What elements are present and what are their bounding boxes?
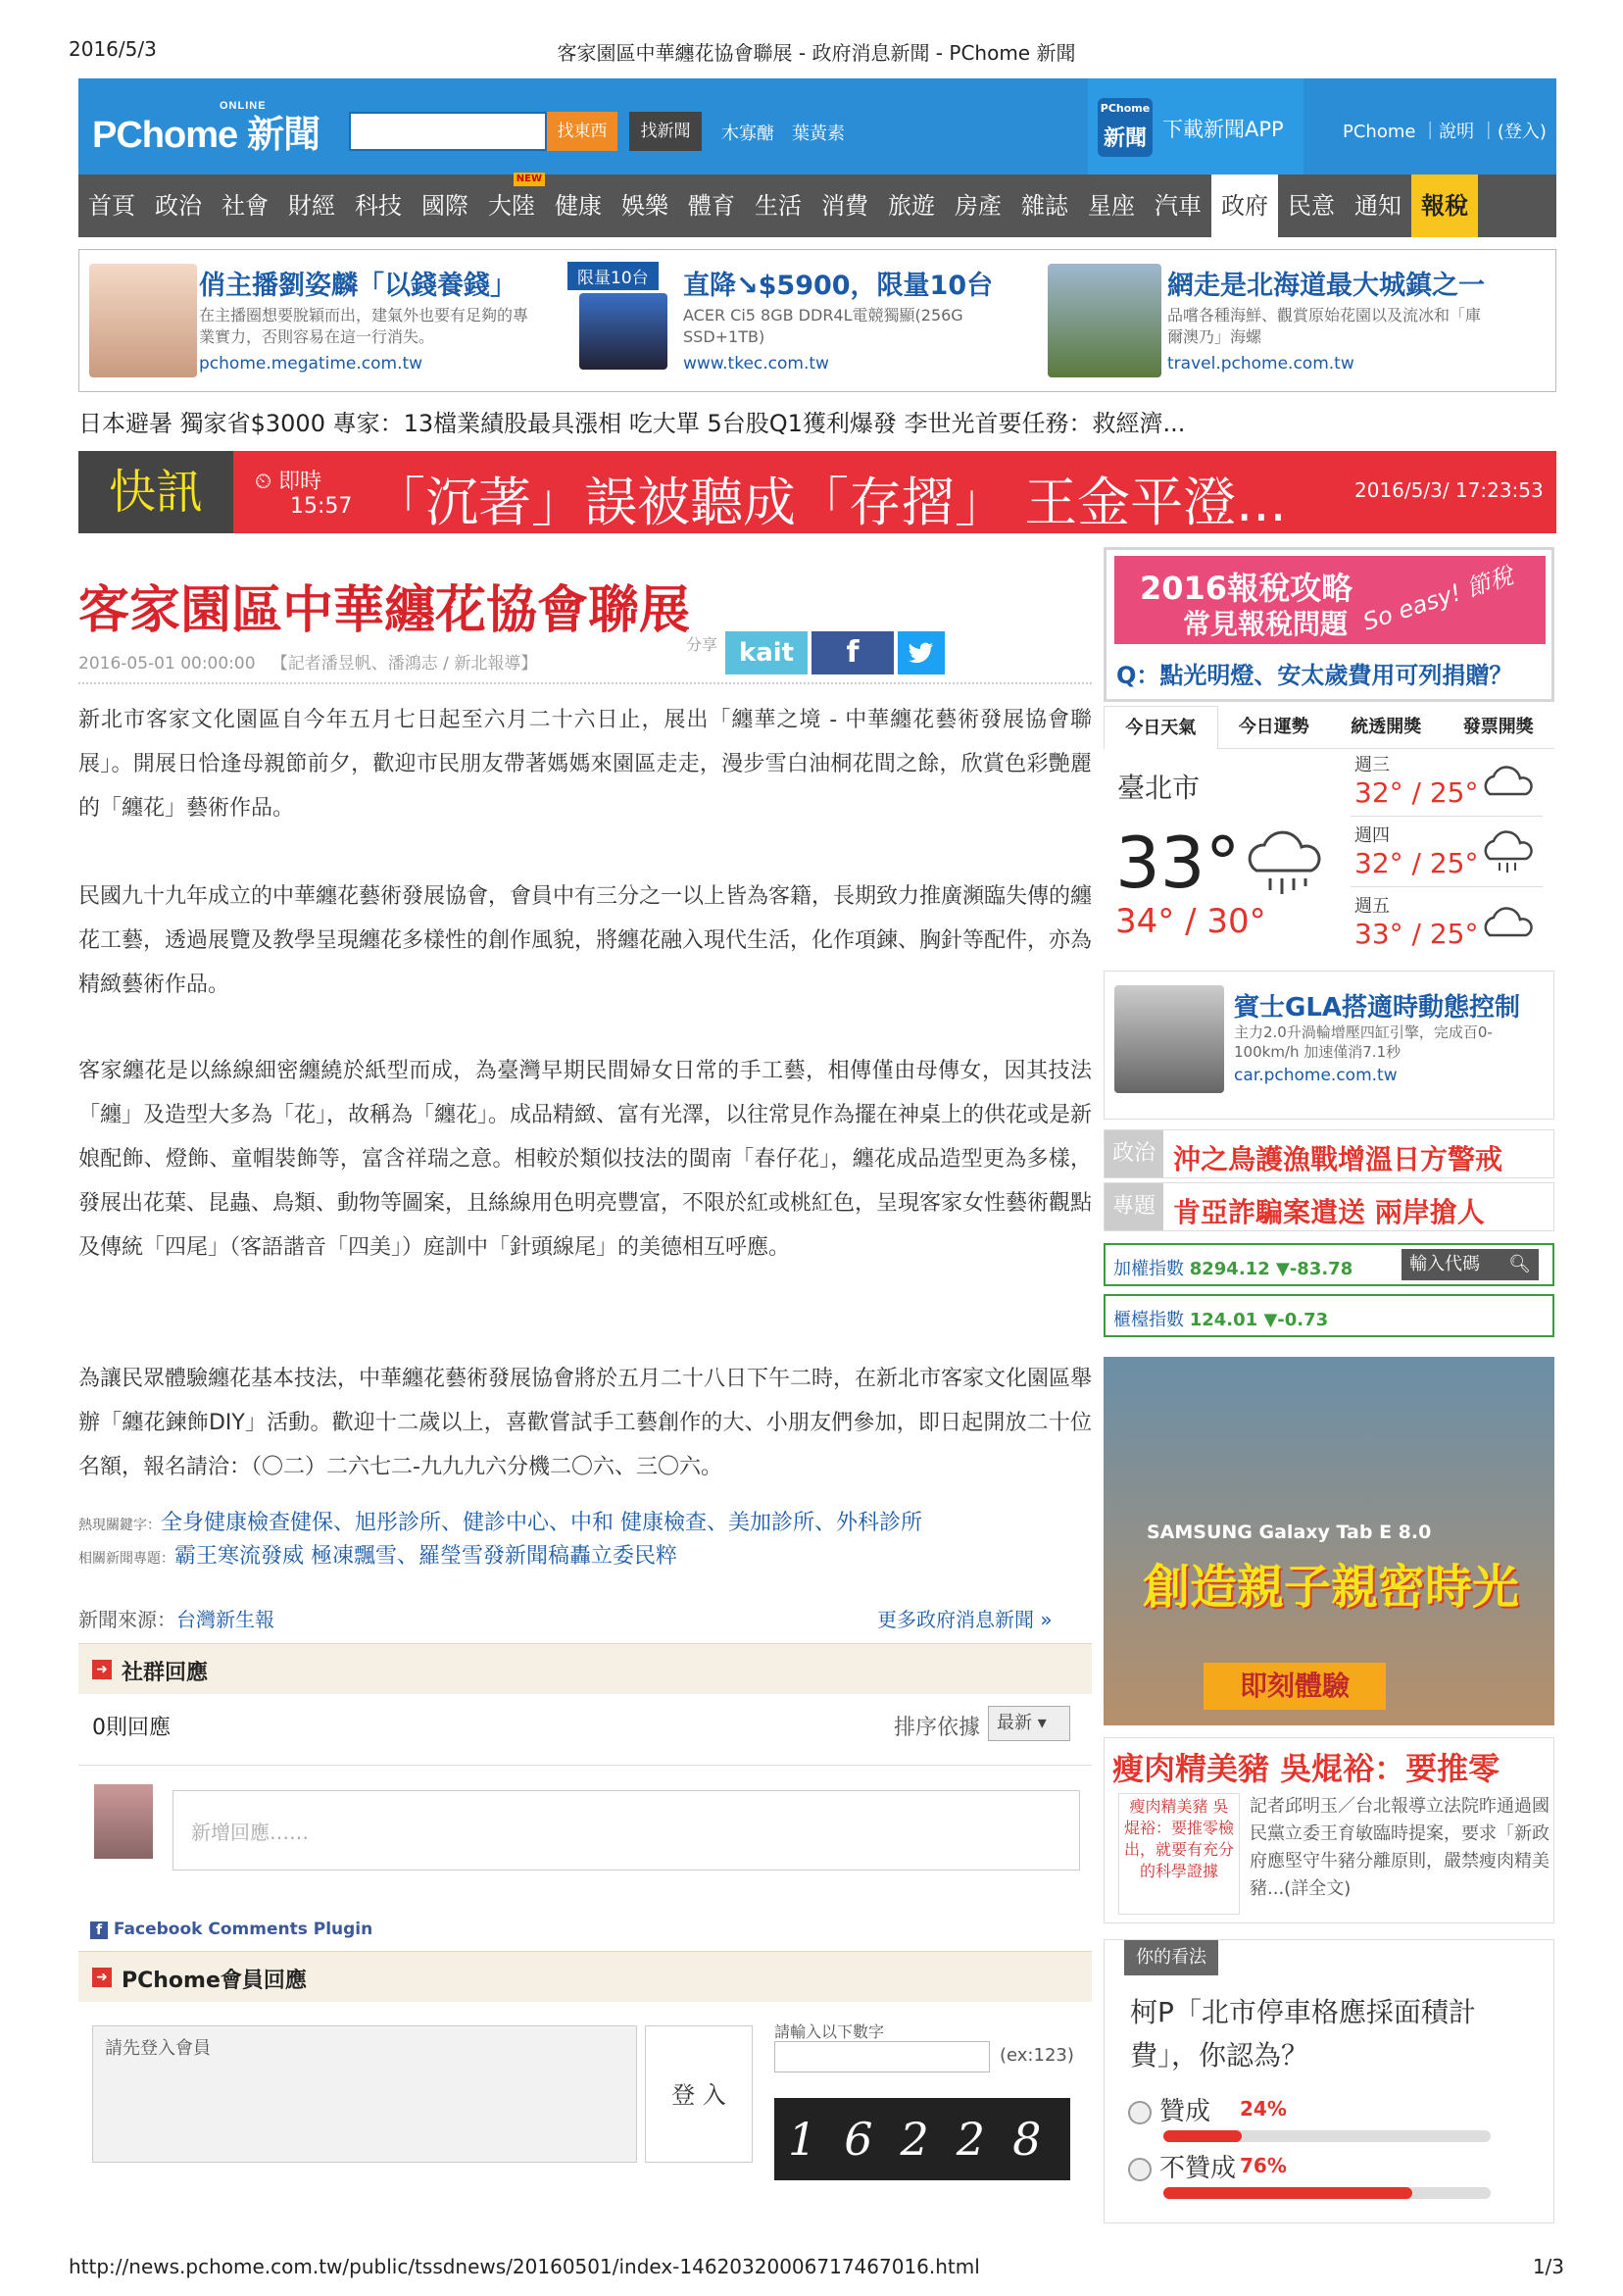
- clock-icon: ⏲ 即時: [255, 470, 322, 494]
- tax-banner: 2016報稅攻略 常見報稅問題 So easy! 節稅: [1114, 556, 1546, 644]
- sort-label: 排序依據: [894, 1716, 981, 1740]
- stock-index-row[interactable]: 加權指數 8294.12 ▼-83.78: [1104, 1243, 1554, 1286]
- tab-weather[interactable]: 今日天氣: [1104, 706, 1218, 749]
- ad-laptop-badge: 限量10台: [567, 262, 659, 290]
- topic-row[interactable]: [1104, 1182, 1554, 1231]
- breaking-news-bar[interactable]: [78, 451, 1556, 533]
- article-paragraph: 為讓民眾體驗纏花基本技法，中華纏花藝術發展協會將於五月二十八日下午二時，在新北市客家文化園區舉辦「纏花鍊飾DIY」活動。歡迎十二歲以上，喜歡嘗試手工藝創作的大、小朋友們參加，即日起開放二十位名額，報名請洽：（〇二）二六七二-九九九六分機二〇六、三〇六。: [78, 1367, 1093, 1479]
- stock-code-input[interactable]: 輸入代碼 🔍︎: [1402, 1249, 1539, 1280]
- nav-item[interactable]: 生活: [755, 192, 802, 220]
- comment-input[interactable]: 新增回應……: [172, 1790, 1080, 1871]
- nav-item[interactable]: 星座: [1088, 192, 1135, 220]
- article-meta: 2016-05-01 00:00:00 【記者潘昱帆、潘鴻志 / 新北報導】: [78, 654, 538, 674]
- print-date: 2016/5/3: [69, 37, 157, 61]
- topic-tag: 政治: [1105, 1130, 1163, 1177]
- nav-item[interactable]: 通知: [1354, 192, 1402, 220]
- ad-brand: SAMSUNG Galaxy Tab E 8.0: [1147, 1522, 1432, 1543]
- hot-keywords: 熱現關鍵字：全身健康檢查健保、旭彤診所、健診中心、中和 健康檢查、美加診所、外科診所: [78, 1511, 922, 1535]
- member-comment-textarea[interactable]: 請先登入會員: [92, 2025, 637, 2163]
- nav-item[interactable]: 汽車: [1155, 192, 1202, 220]
- weather-temp: 33°: [1115, 822, 1241, 904]
- weather-tabs: [1104, 706, 1554, 749]
- tab-invoice[interactable]: 發票開獎: [1443, 706, 1555, 749]
- search-input[interactable]: [349, 112, 547, 151]
- hot-keyword-links[interactable]: 全身健康檢查健保、旭彤診所、健診中心、中和 健康檢查、美加診所、外科診所: [161, 1511, 922, 1535]
- ad-strip: [78, 249, 1556, 392]
- share-twitter-button[interactable]: [898, 631, 945, 674]
- stock-value: 8294.12 ▼-83.78: [1189, 1259, 1353, 1279]
- ad-cta-button[interactable]: 即刻體驗: [1204, 1663, 1386, 1710]
- topic-tag: 專題: [1105, 1183, 1163, 1230]
- more-news-link[interactable]: 更多政府消息新聞 »: [877, 1608, 1053, 1631]
- samsung-ad[interactable]: [1104, 1357, 1554, 1725]
- nav-item[interactable]: 體育: [688, 192, 735, 220]
- stock-index-row[interactable]: 櫃檯指數 124.01 ▼-0.73: [1104, 1294, 1554, 1337]
- search-shop-button[interactable]: 找東西: [547, 112, 617, 151]
- share-kait-button[interactable]: kait: [725, 631, 808, 674]
- flash-time: 15:57: [290, 494, 353, 519]
- ad-title[interactable]: 俏主播劉姿麟「以錢養錢」: [199, 271, 516, 301]
- related-news-card[interactable]: [1104, 1737, 1554, 1923]
- ad-title[interactable]: 網走是北海道最大城鎮之一: [1167, 271, 1485, 301]
- poll-percent: 24%: [1240, 2097, 1287, 2121]
- ad-title[interactable]: 直降↘$5900，限量10台: [683, 271, 994, 301]
- cloud-icon: [1480, 761, 1535, 800]
- print-page: 1/3: [1532, 2255, 1564, 2278]
- pchome-logo[interactable]: PChome ONLINE 新聞: [92, 100, 320, 156]
- captcha-label: 請輸入以下數字: [774, 2022, 885, 2041]
- article-paragraph: 新北市客家文化園區自今年五月七日起至六月二十六日止，展出「纏華之境 - 中華纏花藝術發展協會聯展」。開展日恰逢母親節前夕，歡迎市民朋友帶著媽媽來園區走走，漫步雪白油桐花間之餘，欣賞色彩艷麗的「纏花」藝術作品。: [78, 708, 1092, 821]
- headline-link[interactable]: 吃大單 5台股Q1獲利爆發: [628, 410, 897, 437]
- topic-row[interactable]: [1104, 1129, 1554, 1178]
- ad-anchor-photo[interactable]: [89, 264, 197, 377]
- headline-link[interactable]: 專家：13檔業績股最具漲相: [332, 410, 622, 437]
- tax-question[interactable]: Q：點光明燈、安太歲費用可列捐贈？: [1116, 662, 1513, 689]
- poll-header: 你的看法: [1124, 1940, 1218, 1975]
- member-comments-header: ➜ PChome會員回應: [78, 1951, 1092, 2002]
- app-icon: PChome 新聞: [1098, 98, 1153, 157]
- nav-item-active[interactable]: 政府: [1211, 175, 1278, 237]
- headline-links: [78, 404, 1556, 439]
- forecast-day: 週四: [1354, 825, 1390, 846]
- tax-ad[interactable]: [1104, 547, 1554, 702]
- news-card-image[interactable]: 瘦肉精美豬 吳焜裕：要推零檢出，就要有充分的科學證據: [1118, 1793, 1240, 1915]
- ad-text: 品嚐各種海鮮、觀賞原始花園以及流冰和「庫爾澳乃」海螺: [1167, 306, 1482, 346]
- car-image: [1114, 985, 1224, 1093]
- nav-item[interactable]: 國際: [421, 192, 468, 220]
- tab-lottery[interactable]: 統透開獎: [1330, 706, 1443, 749]
- poll-bar: [1163, 2187, 1491, 2199]
- news-card-text: 記者邱明玉／台北報導立法院昨通過國民黨立委王育敏臨時提案，要求「新政府應堅守牛豬分離原則，嚴禁瘦肉精美豬...(詳全文): [1250, 1796, 1549, 1899]
- ad-laptop-image[interactable]: [579, 293, 667, 370]
- rain-cloud-icon: [1237, 824, 1335, 902]
- share-facebook-button[interactable]: f: [812, 631, 894, 674]
- ad-text: ACER Ci5 8GB DDR4L電競獨顯(256G SSD+1TB): [683, 306, 963, 346]
- article-paragraph: 客家纏花是以絲線細密纏繞於紙型而成，為臺灣早期民間婦女日常的手工藝，相傳僅由母傳女，因其技法「纏」及造型大多為「花」，故稱為「纏花」。成品精緻、富有光澤，以往常見作為擺在神桌上的供花或是新娘配飾、燈飾、童帽裝飾等，富含祥瑞之意。相較於類似技法的閩南「春仔花」，纏花成品造型更為多樣，發展出花葉、昆蟲、鳥類、動物等圖案，且絲線用色明亮豐富，不限於紅或桃紅色，呈現客家女性藝術觀點及傳統「四尾」（客語諧音「四美」）庭訓中「針頭線尾」的美德相互呼應。: [78, 1059, 1093, 1260]
- category-nav: [78, 175, 1556, 237]
- forecast-temp: 33° / 25°: [1354, 918, 1479, 950]
- read-more-link[interactable]: (詳全文): [1284, 1878, 1352, 1899]
- nav-item[interactable]: 科技: [355, 192, 402, 220]
- nav-item[interactable]: 健康: [555, 192, 602, 220]
- reporter: 【記者潘昱帆、潘鴻志 / 新北報導】: [270, 654, 538, 674]
- account-links[interactable]: PChome ｜說明 ｜(登入): [1343, 122, 1547, 142]
- avatar: [94, 1784, 153, 1859]
- comment-count: 0則回應: [92, 1716, 171, 1740]
- ad-url[interactable]: travel.pchome.com.tw: [1167, 354, 1354, 374]
- rain-cloud-icon: [1480, 829, 1535, 876]
- divider: [78, 1765, 1092, 1766]
- nav-item[interactable]: 房產: [955, 192, 1002, 220]
- nav-item[interactable]: 旅遊: [888, 192, 935, 220]
- article-paragraph: 民國九十九年成立的中華纏花藝術發展協會，會員中有三分之一以上皆為客籍，長期致力推廣瀕臨失傳的纏花工藝，透過展覽及教學呈現纏花多樣性的創作風貌，將纏花融入現代生活，化作項鍊、胸針等配件，亦為精緻藝術作品。: [78, 884, 1093, 997]
- nav-item-china[interactable]: 大陸 NEW: [478, 175, 545, 237]
- weather-city: 臺北市: [1117, 772, 1201, 804]
- tab-horoscope[interactable]: 今日運勢: [1218, 706, 1331, 749]
- source-link[interactable]: 台灣新生報: [176, 1608, 274, 1631]
- article-title: 客家園區中華纏花協會聯展: [78, 581, 691, 640]
- facebook-plugin-link[interactable]: f Facebook Comments Plugin: [90, 1920, 372, 1939]
- related-topic-links[interactable]: 霸王寒流發威 極凍飄雪、羅瑩雪發新聞稿轟立委民粹: [174, 1544, 677, 1569]
- topic-link[interactable]: 肯亞詐騙案遣送 兩岸搶人: [1173, 1196, 1485, 1228]
- radio-button[interactable]: [1128, 2101, 1152, 2124]
- flash-label: 快訊: [78, 451, 233, 533]
- nav-item[interactable]: 民意: [1288, 192, 1335, 220]
- nav-item[interactable]: 首頁: [88, 192, 135, 220]
- ad-text: 在主播圈想要脫穎而出，建氣外也要有足夠的專業實力，否則容易在這一行消失。: [199, 306, 529, 346]
- search-icon[interactable]: 🔍︎: [1508, 1254, 1531, 1274]
- nav-item[interactable]: 社會: [221, 192, 269, 220]
- hot-keyword-link[interactable]: 葉黃素: [792, 124, 845, 144]
- nav-item[interactable]: 消費: [821, 192, 868, 220]
- top-bar: [78, 78, 1556, 175]
- weather-hi-lo: 34° / 30°: [1115, 902, 1266, 941]
- divider: [78, 682, 1092, 684]
- poll-option[interactable]: 不贊成: [1128, 2148, 1236, 2184]
- hot-keyword-link[interactable]: 木寡醣: [721, 124, 774, 144]
- print-title: 客家園區中華纏花協會聯展 - 政府消息新聞 - PChome 新聞: [557, 41, 1076, 65]
- share-label: 分享: [686, 635, 718, 654]
- poll-bar-fill: [1163, 2187, 1412, 2199]
- print-url: http://news.pchome.com.tw/public/tssdnews/20160501/index-14620320006717467016.html: [69, 2255, 980, 2278]
- forecast-day: 週三: [1354, 755, 1390, 775]
- topic-link[interactable]: 沖之鳥護漁戰增溫日方警戒: [1173, 1143, 1503, 1175]
- sort-select[interactable]: 最新 ▾: [988, 1706, 1070, 1741]
- chevron-down-icon: ▾: [1037, 1713, 1047, 1733]
- car-ad-text: 主力2.0升渦輪增壓四缸引擎，完成百0-100km/h 加速僅消7.1秒: [1234, 1023, 1493, 1061]
- search-news-button[interactable]: 找新聞: [629, 112, 702, 151]
- divider: [1351, 816, 1543, 817]
- forecast-temp: 32° / 25°: [1354, 847, 1479, 879]
- new-badge: NEW: [514, 173, 545, 186]
- facebook-icon: f: [90, 1922, 108, 1939]
- arrow-right-icon: ➜: [92, 1660, 112, 1679]
- poll-bar: [1163, 2130, 1491, 2142]
- poll-bar-fill: [1163, 2130, 1242, 2142]
- poll-question: 柯P「北市停車格應採面積計費」，你認為？: [1130, 1996, 1476, 2071]
- captcha-input[interactable]: [774, 2041, 990, 2072]
- news-source: 新聞來源：台灣新生報: [78, 1608, 274, 1631]
- captcha-example: (ex:123): [1000, 2045, 1074, 2066]
- ad-url[interactable]: pchome.megatime.com.tw: [199, 354, 423, 374]
- forecast-day: 週五: [1354, 896, 1390, 917]
- print-footer: [69, 2255, 1564, 2278]
- flash-headline[interactable]: 「沉著」誤被聽成「存摺」 王金平澄...: [372, 472, 1287, 533]
- car-ad-title[interactable]: 賓士GLA搭適時動態控制: [1234, 993, 1521, 1023]
- twitter-icon: [898, 631, 945, 674]
- related-topics: 相關新聞專題：霸王寒流發威 極凍飄雪、羅瑩雪發新聞稿轟立委民粹: [78, 1544, 677, 1569]
- nav-item-tax[interactable]: 報稅: [1411, 175, 1478, 237]
- social-comments-header: ➜ 社群回應: [78, 1643, 1092, 1694]
- forecast-temp: 32° / 25°: [1354, 776, 1479, 809]
- headline-link[interactable]: 李世光首要任務：救經濟...: [904, 410, 1186, 437]
- captcha-image: 16228: [774, 2098, 1070, 2180]
- flash-datetime: 2016/5/3/ 17:23:53: [1354, 478, 1544, 502]
- stock-value: 124.01 ▼-0.73: [1189, 1310, 1329, 1330]
- app-download-banner[interactable]: [1088, 78, 1303, 175]
- nav-item[interactable]: 娛樂: [621, 192, 668, 220]
- cloud-icon: [1480, 902, 1535, 941]
- car-ad-url[interactable]: car.pchome.com.tw: [1234, 1066, 1398, 1085]
- nav-item[interactable]: 財經: [288, 192, 335, 220]
- poll-option[interactable]: 贊成: [1128, 2091, 1210, 2127]
- ad-url[interactable]: www.tkec.com.tw: [683, 354, 829, 374]
- divider: [1351, 886, 1543, 887]
- app-download-label: 下載新聞APP: [1162, 118, 1284, 141]
- ad-slogan: 創造親子親密時光: [1143, 1560, 1520, 1615]
- news-card-title[interactable]: 瘦肉精美豬 吳焜裕：要推零: [1112, 1750, 1500, 1787]
- poll: [1104, 1939, 1554, 2223]
- nav-item[interactable]: 雜誌: [1021, 192, 1068, 220]
- ad-travel-photo[interactable]: [1048, 264, 1161, 377]
- car-ad[interactable]: [1104, 971, 1554, 1120]
- poll-percent: 76%: [1240, 2154, 1287, 2177]
- login-button[interactable]: 登 入: [645, 2025, 753, 2163]
- arrow-right-icon: ➜: [92, 1968, 112, 1987]
- nav-item[interactable]: 政治: [155, 192, 202, 220]
- headline-link[interactable]: 日本避暑 獨家省$3000: [78, 410, 325, 437]
- radio-button[interactable]: [1128, 2158, 1152, 2181]
